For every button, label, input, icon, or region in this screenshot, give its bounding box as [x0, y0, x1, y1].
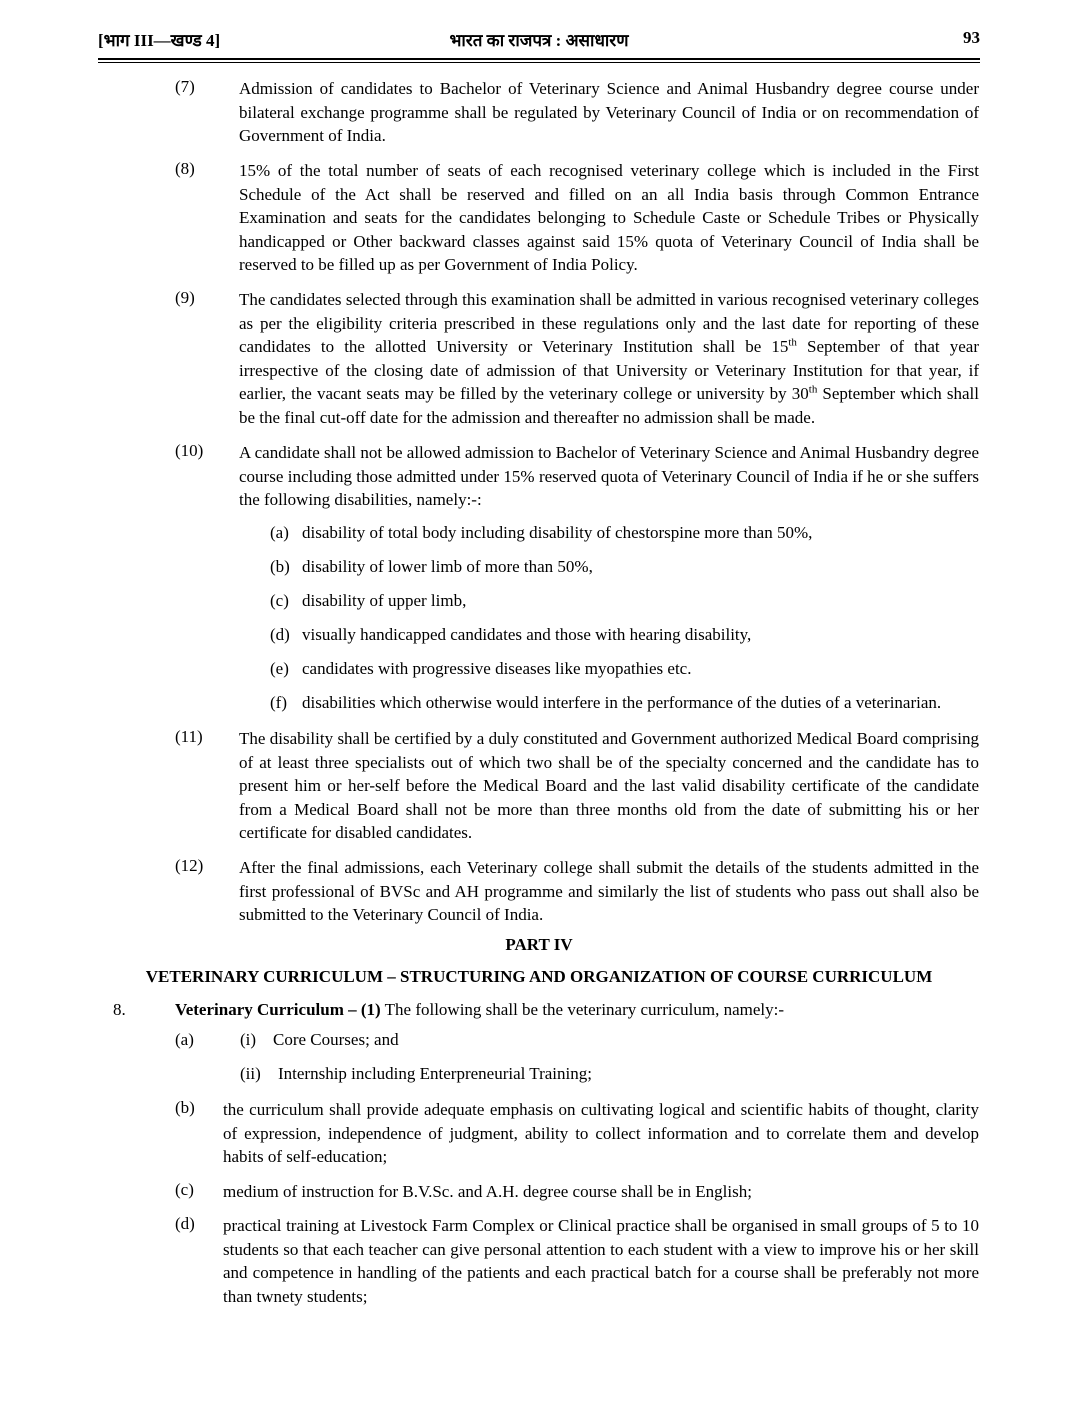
list-item-text: disability of lower limb of more than 50%, — [302, 557, 593, 576]
clause-number: (11) — [175, 727, 203, 746]
part-subtitle: VETERINARY CURRICULUM – STRUCTURING AND ORGANIZATION OF COURSE CURRICULUM — [145, 967, 933, 986]
part-title: PART IV — [505, 935, 573, 954]
item-text: the curriculum shall provide adequate emphasis on cultivating logical and scientific habits of thought, clarity of expression, independence of judgment, ability to collect information and to correlate them and develop habits of self-education; — [223, 1100, 979, 1166]
clause-text: The disability shall be certified by a duly constituted and Government authorized Medical Board comprising of at least three specialists out of which two shall be of the specialty concerned and the candidate has to present him or her-self before the Medical Board and the last valid disability certificate of the candidate from a Medical Board shall not be more than three months old from the date of submitting his or her certificate for disabled candidates. — [239, 729, 979, 842]
clause-text — [239, 288, 979, 429]
clause-number: (10) — [175, 441, 204, 460]
item-label: (d) — [175, 1214, 195, 1233]
item-label: (b) — [175, 1098, 195, 1117]
subitem-label: (i) — [240, 1030, 257, 1049]
list-item-label: (b) — [270, 557, 290, 576]
header-gazette-title: भारत का राजपत्र : असाधारण — [449, 31, 629, 50]
section-heading: Veterinary Curriculum – (1) — [175, 1000, 381, 1019]
subitem-label: (ii) — [240, 1064, 261, 1083]
item-text: practical training at Livestock Farm Complex or Clinical practice shall be organised in small groups of 5 to 10 students so that each teacher can give personal attention to each student with a view to improve his or her skill and competence in handling of the patients and each practical batch for a course shall be preferably not more than twnety students; — [223, 1216, 979, 1306]
clause-text: 15% of the total number of seats of each recognised veterinary college which is included in the First Schedule of the Act shall be reserved and filled on an all India basis through Common Entrance Examination and seats for the candidates belonging to Schedule Caste or Schedule Tribes or Physically handicapped or Other backward classes against said 15% quota of Veterinary Council of India shall be reserved to be filled up as per Government of India Policy. — [239, 161, 979, 274]
item-label: (c) — [175, 1180, 194, 1199]
list-item-label: (a) — [270, 523, 289, 542]
page-header — [98, 28, 980, 58]
clause-number: (7) — [175, 77, 195, 96]
list-item-label: (d) — [270, 625, 290, 644]
section-number: 8. — [113, 1000, 126, 1019]
clause-text-part: September of that year irrespective of the closing date of admission of that University or Veterinary Institution for that year, if earlier, the vacant seats may be filled by the veterinary college or university by 30 — [239, 337, 979, 403]
section-intro-text: The following shall be the veterinary curriculum, namely:- — [380, 1000, 785, 1019]
list-item-text: disability of upper limb, — [302, 591, 467, 610]
subitem-text: Core Courses; and — [273, 1030, 399, 1049]
list-item-text: visually handicapped candidates and those with hearing disability, — [302, 625, 752, 644]
clause-text: After the final admissions, each Veterinary college shall submit the details of the students admitted in the first professional of BVSc and AH programme and similarly the list of students who pass out shall also be submitted to the Veterinary Council of India. — [239, 858, 979, 924]
list-item-text: disability of total body including disability of chestorspine more than 50%, — [302, 523, 813, 542]
header-part-label: [भाग III—खण्ड 4] — [98, 31, 221, 50]
header-page-number: 93 — [963, 28, 980, 47]
clause-text: A candidate shall not be allowed admission to Bachelor of Veterinary Science and Animal Husbandry degree course including those admitted under 15% reserved quota of Veterinary Council of India if he or she suffers the following disabilities, namely:-: — [239, 443, 979, 509]
list-item-label: (f) — [270, 693, 287, 712]
clause-number: (9) — [175, 288, 195, 307]
list-item-label: (c) — [270, 591, 289, 610]
ordinal-suffix: th — [808, 383, 818, 396]
item-text: medium of instruction for B.V.Sc. and A.H. degree course shall be in English; — [223, 1182, 752, 1201]
clause-text-part: September which shall be the final cut-off date for the admission and thereafter no admission shall be made. — [239, 384, 980, 427]
header-rule-thick — [98, 58, 980, 60]
clause-text: Admission of candidates to Bachelor of Veterinary Science and Animal Husbandry degree course under bilateral exchange programme shall be regulated by Veterinary Council of India or on recommendation of Government of India. — [239, 79, 979, 145]
subitem-text: Internship including Enterpreneurial Training; — [278, 1064, 592, 1083]
header-rule-thin — [98, 62, 980, 63]
list-item-text: disabilities which otherwise would interfere in the performance of the duties of a veterinarian. — [302, 693, 942, 712]
ordinal-suffix: th — [788, 336, 797, 349]
list-item-text: candidates with progressive diseases like myopathies etc. — [302, 659, 692, 678]
clause-text-part: The candidates selected through this examination shall be admitted in various recognised veterinary colleges as per the eligibility criteria prescribed in these regulations only and the last date for reporting of these candidates to the allotted University or Veterinary Institution shall be 15 — [239, 290, 979, 356]
section-intro — [175, 1000, 980, 1020]
item-label: (a) — [175, 1030, 194, 1049]
clause-number: (8) — [175, 159, 195, 178]
clause-number: (12) — [175, 856, 204, 875]
list-item-label: (e) — [270, 659, 289, 678]
